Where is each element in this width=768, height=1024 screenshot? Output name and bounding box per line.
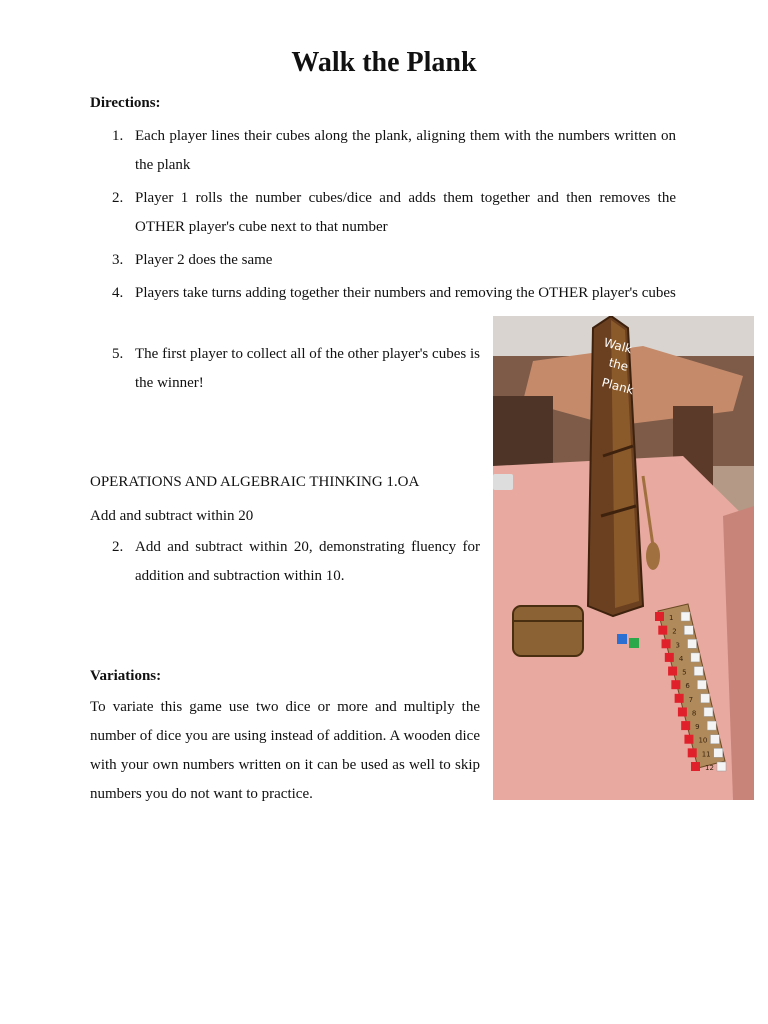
plank-number: 2 xyxy=(672,627,677,636)
white-cube xyxy=(704,707,713,716)
step-text: Player 2 does the same xyxy=(135,252,273,268)
plank-word: Walk xyxy=(602,335,634,357)
page-title: Walk the Plank xyxy=(291,47,477,78)
list-item xyxy=(90,533,480,591)
plank-number: 7 xyxy=(688,695,694,704)
plank-number: 11 xyxy=(701,750,711,759)
plank-number: 1 xyxy=(669,614,674,622)
white-cube xyxy=(701,694,710,703)
step-text: The first player to collect all of the other player's cubes is the winner! xyxy=(135,346,480,391)
red-cube xyxy=(688,748,697,757)
paddle-blade xyxy=(646,542,660,570)
phone xyxy=(493,474,513,490)
red-cube xyxy=(691,762,700,771)
treasure-chest xyxy=(513,606,583,656)
standards-list xyxy=(90,533,480,595)
white-cube xyxy=(697,680,706,689)
list-item xyxy=(90,246,676,275)
white-cube xyxy=(710,735,719,744)
game-photo xyxy=(493,316,754,800)
directions-list-continued xyxy=(90,340,480,402)
plank-number: 9 xyxy=(695,723,700,732)
white-cube xyxy=(714,748,723,757)
red-cube xyxy=(668,667,677,676)
list-item xyxy=(90,279,676,308)
die-green xyxy=(629,638,639,648)
plank-number: 4 xyxy=(678,654,684,663)
step-text: Players take turns adding together their numbers and removing the OTHER player's cubes xyxy=(135,285,676,301)
red-cube xyxy=(681,721,690,730)
plank-word: the xyxy=(607,355,630,374)
step-number: 5. xyxy=(112,346,124,362)
plank-number: 10 xyxy=(698,736,708,745)
standards-subheading: Add and subtract within 20 xyxy=(90,508,254,524)
directions-heading: Directions: xyxy=(90,95,161,111)
plank-word: Plank xyxy=(600,375,636,398)
white-cube xyxy=(694,667,703,676)
red-cube xyxy=(655,612,664,621)
plank-number: 3 xyxy=(675,641,681,650)
die-blue xyxy=(617,634,627,644)
step-text: Each player lines their cubes along the plank, aligning them with the numbers written on the plank xyxy=(135,128,676,173)
standards-heading: OPERATIONS AND ALGEBRAIC THINKING 1.OA xyxy=(90,474,420,490)
plank-number: 5 xyxy=(682,668,687,677)
list-item xyxy=(90,184,676,242)
red-cube xyxy=(658,626,667,635)
red-cube xyxy=(675,694,684,703)
white-cube xyxy=(684,626,693,635)
white-cube xyxy=(688,639,697,648)
variations-text: To variate this game use two dice or more and multiply the number of dice you are using instead of addition. A wooden dice with your own numbers written on it can be used as well to skip numbers you do not want to practice. xyxy=(90,699,480,802)
red-cube xyxy=(662,639,671,648)
white-cube xyxy=(691,653,700,662)
step-number: 1. xyxy=(112,128,124,144)
list-item xyxy=(90,340,480,398)
variations-heading: Variations: xyxy=(90,668,162,684)
step-text: Player 1 rolls the number cubes/dice and adds them together and then removes the OTHER player's cube next to that number xyxy=(135,190,676,235)
plank-number: 12 xyxy=(705,764,714,772)
item-text: Add and subtract within 20, demonstrating fluency for addition and subtraction within 10. xyxy=(135,539,480,584)
red-cube xyxy=(684,735,693,744)
step-number: 3. xyxy=(112,252,124,268)
plank-number: 6 xyxy=(685,682,690,691)
item-number: 2. xyxy=(112,539,124,555)
red-cube xyxy=(678,707,687,716)
list-item xyxy=(90,122,676,180)
red-cube xyxy=(665,653,674,662)
red-cube xyxy=(671,680,680,689)
directions-list xyxy=(90,122,676,312)
step-number: 2. xyxy=(112,190,124,206)
plank-number: 8 xyxy=(691,709,697,718)
white-cube xyxy=(681,612,690,621)
step-number: 4. xyxy=(112,285,124,301)
white-cube xyxy=(707,721,716,730)
white-cube xyxy=(717,762,726,771)
